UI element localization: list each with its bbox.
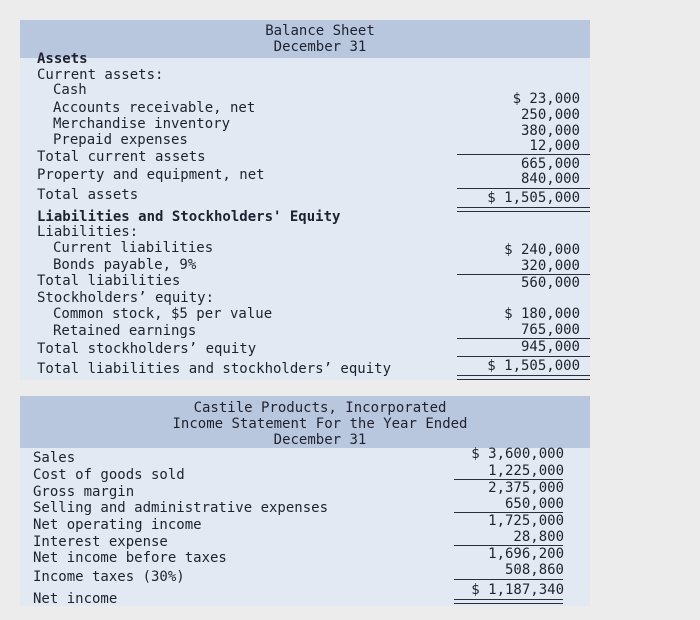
common-stock-label: Common stock, $5 per value xyxy=(53,306,273,322)
subtotal-rule xyxy=(457,154,590,155)
current-liabilities-value: $ 240,000 xyxy=(504,242,580,258)
assets-heading: Assets xyxy=(37,51,88,67)
cash-label: Cash xyxy=(53,82,87,98)
balance-sheet-title: Balance Sheet xyxy=(265,23,375,39)
double-total-rule xyxy=(454,599,563,604)
sales-label: Sales xyxy=(33,450,76,466)
sales-value: $ 3,600,000 xyxy=(471,446,564,462)
ppe-value: 840,000 xyxy=(520,171,580,187)
selling-admin-label: Selling and administrative expenses xyxy=(33,500,329,516)
double-total-rule xyxy=(457,375,590,380)
ppe-label: Property and equipment, net xyxy=(37,167,265,183)
subtotal-rule xyxy=(454,579,563,580)
cogs-value: 1,225,000 xyxy=(488,463,564,479)
net-operating-income-label: Net operating income xyxy=(33,517,202,533)
total-assets-label: Total assets xyxy=(37,187,139,203)
inventory-label: Merchandise inventory xyxy=(53,116,231,132)
liabilities-label: Liabilities: xyxy=(37,224,139,240)
income-taxes-value: 508,860 xyxy=(504,562,564,578)
common-stock-value: $ 180,000 xyxy=(504,306,580,322)
income-before-taxes-label: Net income before taxes xyxy=(33,550,227,566)
total-liabilities-equity-value: $ 1,505,000 xyxy=(487,358,580,374)
total-liabilities-equity-label: Total liabilities and stockholders’ equity xyxy=(37,361,392,377)
cogs-label: Cost of goods sold xyxy=(33,467,185,483)
interest-expense-value: 28,800 xyxy=(513,529,564,545)
double-total-rule xyxy=(457,207,590,212)
prepaid-label: Prepaid expenses xyxy=(53,132,188,148)
interest-expense-label: Interest expense xyxy=(33,534,168,550)
gross-margin-label: Gross margin xyxy=(33,484,135,500)
income-statement-title: Income Statement For the Year Ended xyxy=(172,416,468,432)
total-liabilities-label: Total liabilities xyxy=(37,273,181,289)
net-operating-income-value: 1,725,000 xyxy=(488,513,564,529)
bonds-payable-label: Bonds payable, 9% xyxy=(53,257,197,273)
prepaid-value: 12,000 xyxy=(529,138,580,154)
retained-earnings-label: Retained earnings xyxy=(53,323,197,339)
total-current-assets-label: Total current assets xyxy=(37,149,206,165)
inventory-value: 380,000 xyxy=(520,123,580,139)
accounts-receivable-label: Accounts receivable, net xyxy=(53,100,256,116)
income-statement xyxy=(20,396,590,606)
selling-admin-value: 650,000 xyxy=(504,496,564,512)
total-current-assets-value: 665,000 xyxy=(520,156,580,172)
bonds-payable-value: 320,000 xyxy=(520,258,580,274)
cash-value: $ 23,000 xyxy=(512,91,580,107)
net-income-label: Net income xyxy=(33,591,118,607)
income-statement-date: December 31 xyxy=(273,432,367,448)
balance-sheet xyxy=(20,20,590,380)
income-before-taxes-value: 1,696,200 xyxy=(488,546,564,562)
subtotal-rule xyxy=(457,188,590,189)
total-liabilities-value: 560,000 xyxy=(520,275,580,291)
balance-sheet-date: December 31 xyxy=(273,39,367,55)
net-income-value: $ 1,187,340 xyxy=(471,582,564,598)
total-assets-value: $ 1,505,000 xyxy=(487,190,580,206)
current-assets-label: Current assets: xyxy=(37,67,164,83)
liabilities-equity-heading: Liabilities and Stockholders' Equity xyxy=(37,209,341,225)
gross-margin-value: 2,375,000 xyxy=(488,480,564,496)
total-stockholders-equity-value: 945,000 xyxy=(520,339,580,355)
income-taxes-label: Income taxes (30%) xyxy=(33,569,185,585)
company-name: Castile Products, Incorporated xyxy=(193,400,447,416)
retained-earnings-value: 765,000 xyxy=(520,322,580,338)
total-stockholders-equity-label: Total stockholders’ equity xyxy=(37,341,257,357)
accounts-receivable-value: 250,000 xyxy=(520,107,580,123)
subtotal-rule xyxy=(457,356,590,357)
current-liabilities-label: Current liabilities xyxy=(53,240,214,256)
stockholders-equity-label: Stockholders’ equity: xyxy=(37,290,215,306)
